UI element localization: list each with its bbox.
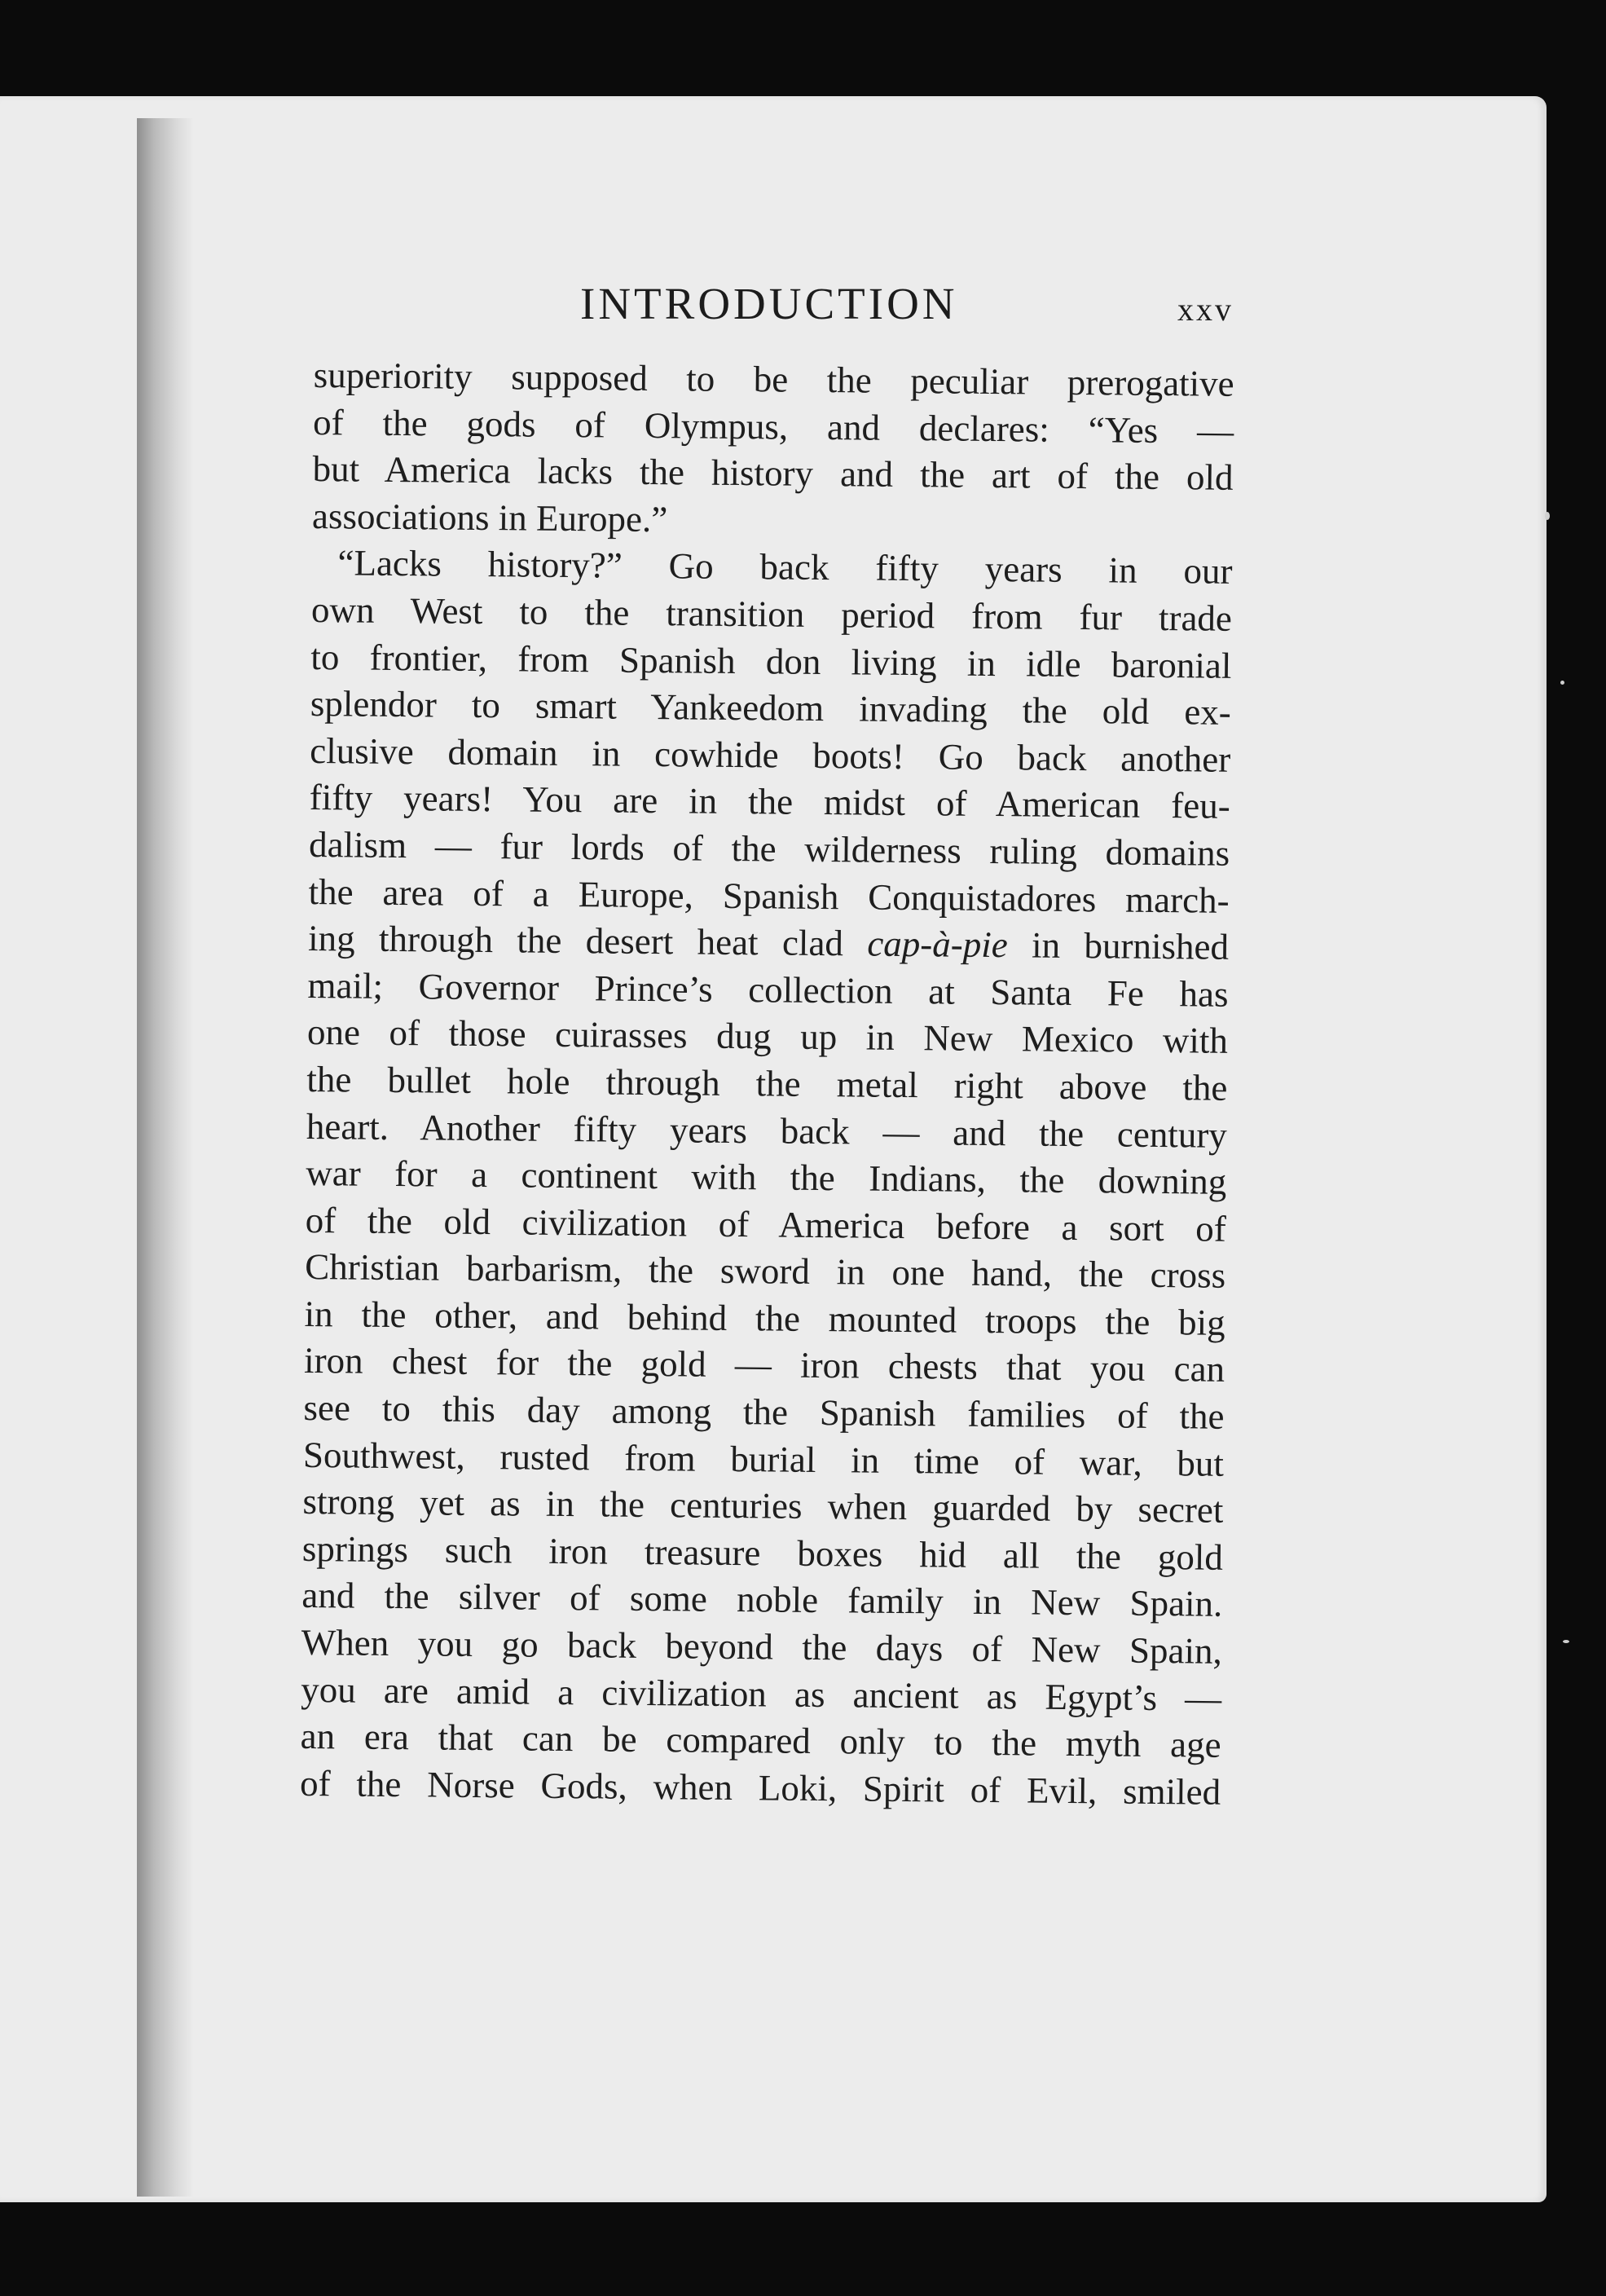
text-line: springs such iron treasure boxes hid all the gold: [301, 1527, 1224, 1578]
scan-speck: [1560, 681, 1564, 685]
text-line: of the old civilization of America before a sort of: [305, 1199, 1226, 1249]
text-line: mail; Governor Prince’s collection at Santa Fe has: [307, 964, 1229, 1015]
text-fragment: in burnished: [1007, 924, 1230, 967]
text-line: strong yet as in the centuries when guarded by secret: [302, 1481, 1224, 1531]
text-line: and the silver of some noble family in New Spain.: [301, 1575, 1223, 1625]
text-line: in the other, and behind the mounted troops the big: [304, 1293, 1225, 1343]
text-line: Southwest, rusted from burial in time of war, but: [302, 1434, 1225, 1484]
text-line: own West to the transition period from fur trade: [310, 588, 1233, 639]
page-header: [0, 275, 1547, 333]
text-line: Christian barbarism, the sword in one hand, the cross: [304, 1246, 1226, 1297]
text-line: “Lacks history?” Go back fifty years in our: [337, 542, 1233, 593]
italic-phrase: cap-à-pie: [867, 923, 1009, 966]
text-line: associations in Europe.”: [311, 495, 668, 540]
text-line: you are amid a civilization as ancient as Egypt’s —: [301, 1668, 1222, 1719]
text-line: the bullet hole through the metal right above the: [306, 1058, 1228, 1108]
text-line: clusive domain in cowhide boots! Go back another: [310, 729, 1231, 780]
text-line: see to this day among the Spanish families of the: [303, 1387, 1225, 1437]
page-gutter-shadow: [137, 118, 194, 2197]
text-line: fifty years! You are in the midst of American feu-: [309, 777, 1230, 827]
text-line: but America lacks the history and the art of the old: [312, 448, 1234, 499]
body-text: [300, 352, 1234, 1816]
scan-speck: [1563, 1640, 1569, 1643]
page-number: xxv: [1177, 291, 1234, 328]
text-line: of the Norse Gods, when Loki, Spirit of Evil, smiled: [299, 1762, 1221, 1813]
text-line: an era that can be compared only to the myth age: [300, 1716, 1221, 1765]
text-line: heart. Another fifty years back — and the century: [306, 1105, 1228, 1156]
text-line: When you go back beyond the days of New Spain,: [301, 1621, 1222, 1672]
text-line: splendor to smart Yankeedom invading the old ex-: [310, 683, 1232, 733]
text-line: dalism — fur lords of the wilderness ruling domains: [308, 823, 1230, 874]
text-line: superiority supposed to be the peculiar prerogative: [313, 354, 1234, 404]
running-head: INTRODUCTION: [580, 279, 958, 328]
text-line: of the gods of Olympus, and declares: “Yes —: [312, 401, 1234, 452]
text-fragment: ing through the desert heat clad: [307, 918, 868, 964]
text-line: one of those cuirasses dug up in New Mexico with: [306, 1011, 1229, 1062]
scan-speck: [1545, 512, 1550, 520]
text-line-with-italic: [308, 915, 1230, 971]
text-line: iron chest for the gold — iron chests that you can: [303, 1340, 1225, 1390]
text-line: to frontier, from Spanish don living in idle baronial: [310, 636, 1232, 686]
text-line: the area of a Europe, Spanish Conquistadores march-: [308, 870, 1230, 921]
text-line: war for a continent with the Indians, the downing: [306, 1152, 1227, 1202]
